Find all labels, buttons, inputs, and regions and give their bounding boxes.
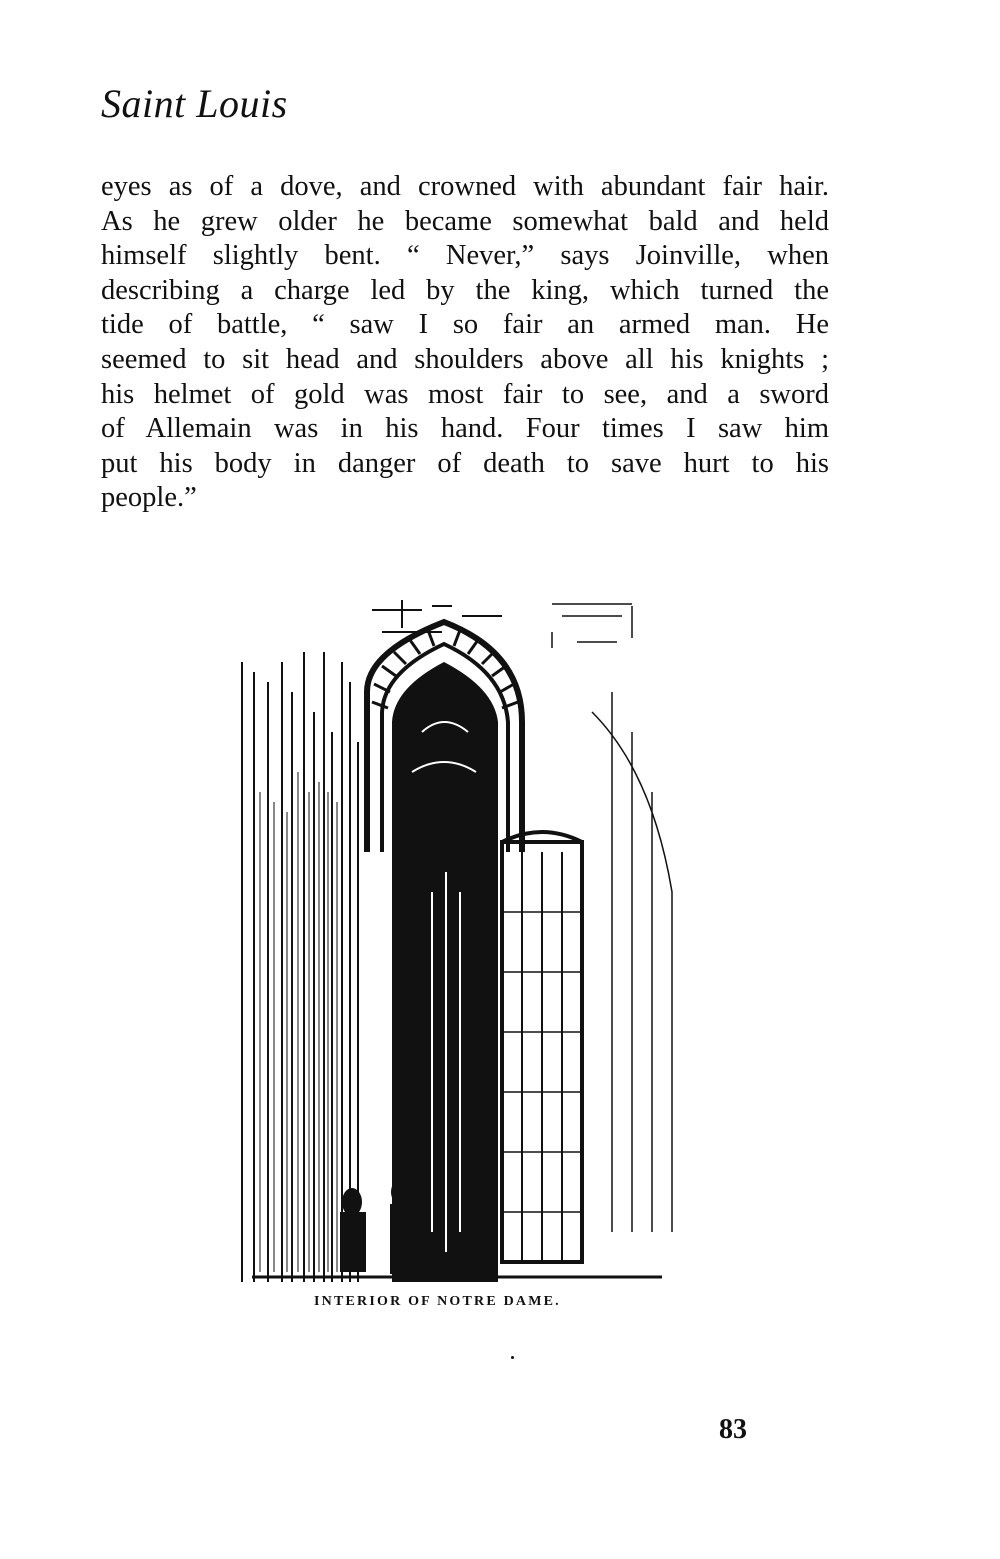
- text-line: put his body in danger of death to save hurt to his: [101, 447, 829, 479]
- running-head: Saint Louis: [101, 81, 288, 126]
- text-line: people.”: [101, 482, 197, 514]
- body-paragraph: [101, 170, 829, 516]
- text-line: As he grew older he became somewhat bald and held: [101, 205, 829, 237]
- text-line: seemed to sit head and shoulders above all his knights ;: [101, 343, 829, 375]
- text-line: eyes as of a dove, and crowned with abundant fair hair.: [101, 171, 829, 202]
- text-line: himself slightly bent. “ Never,” says Joinville, when: [101, 240, 829, 272]
- page-number: 83: [719, 1414, 747, 1445]
- text-line: describing a charge led by the king, which turned the: [101, 274, 829, 306]
- figure-caption: INTERIOR OF NOTRE DAME.: [314, 1294, 561, 1309]
- text-line: his helmet of gold was most fair to see, and a sword: [101, 378, 829, 410]
- illustration-notre-dame-interior: [232, 592, 682, 1284]
- text-line: of Allemain was in his hand. Four times I saw him: [101, 413, 829, 445]
- cathedral-sketch: [232, 592, 682, 1284]
- print-speck: [511, 1356, 514, 1359]
- text-line: tide of battle, “ saw I so fair an armed man. He: [101, 309, 829, 341]
